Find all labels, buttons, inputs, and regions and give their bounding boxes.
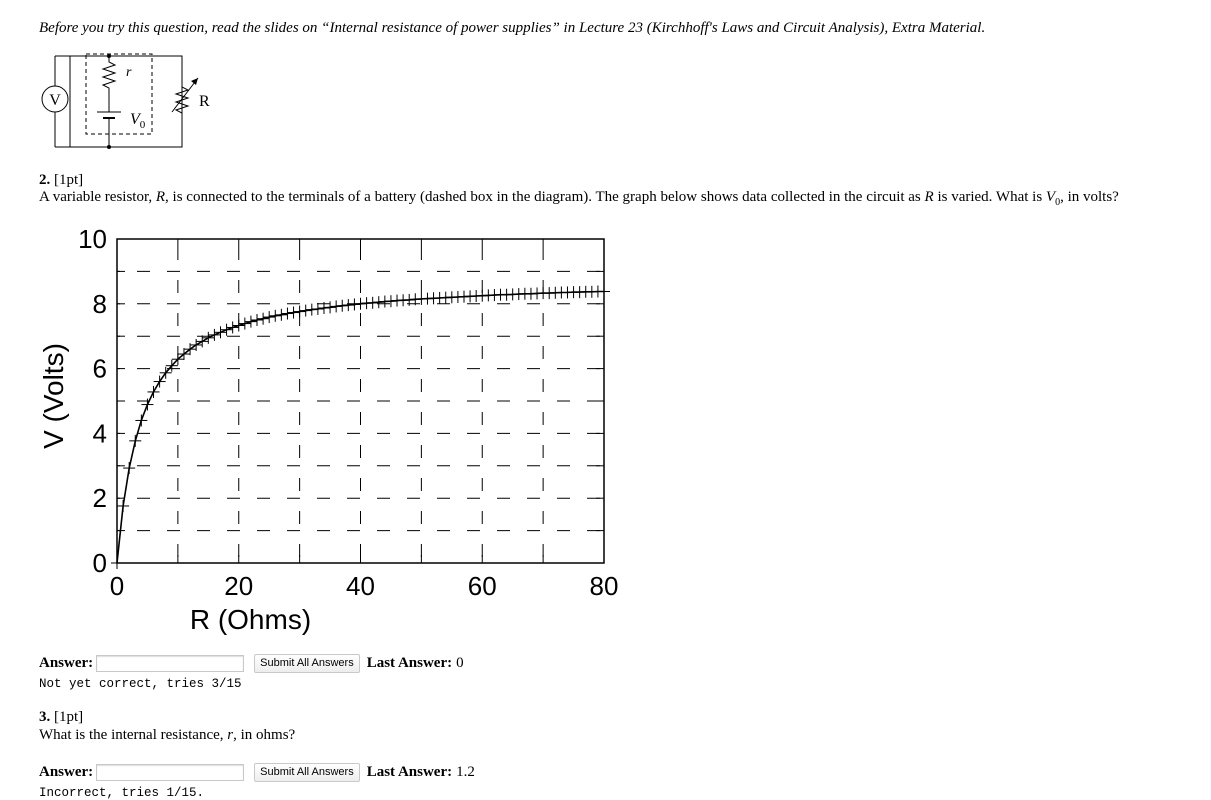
y-tick-label: 2 (92, 483, 107, 514)
data-point (367, 297, 379, 309)
y-axis-label: V (Volts) (38, 343, 69, 449)
data-point (111, 557, 123, 569)
data-point (251, 314, 263, 326)
data-point (281, 308, 293, 320)
q3-header (39, 709, 83, 726)
data-point (141, 399, 153, 411)
y-tick-label: 6 (92, 353, 107, 384)
q2-last-answer-label: Last Answer: (366, 654, 453, 671)
q3-submit-button[interactable]: Submit All Answers (254, 763, 360, 782)
data-point (263, 311, 275, 323)
q3-text: What is the internal resistance, r, in ohms? (39, 727, 296, 743)
x-tick-label: 0 (109, 571, 125, 601)
data-point (294, 306, 306, 318)
data-point (306, 304, 318, 316)
q3-last-answer-label: Last Answer: (366, 763, 453, 780)
data-point (598, 285, 610, 297)
q2-number: 2. (39, 172, 51, 188)
intro-text: Before you try this question, read the slides on “Internal resistance of power supplies” in Lecture 23 (Kirchhoff's Laws and Circuit Analysis), Extra Material. (39, 20, 986, 36)
x-axis-label: R (Ohms) (189, 604, 312, 635)
variable-arrow-icon (191, 78, 198, 85)
q2-text: A variable resistor, R, is connected to the terminals of a battery (dashed box in the diagram). The graph below shows data collected in the circuit as R is varied. What is $V_0$, in volts? (39, 189, 1119, 208)
y-tick-label: 8 (92, 288, 107, 319)
data-point (135, 414, 147, 426)
data-point (336, 300, 348, 312)
x-tick-label: 60 (467, 571, 497, 601)
q2-answer-input[interactable] (96, 655, 244, 672)
data-point (245, 316, 257, 328)
q3-last-answer-value: 1.2 (456, 763, 475, 780)
data-point (196, 335, 208, 347)
data-point (221, 324, 233, 336)
q3-number: 3. (39, 709, 51, 725)
q2-points: [1pt] (54, 172, 84, 188)
data-point (300, 305, 312, 317)
data-point (312, 303, 324, 315)
q3-points: [1pt] (54, 709, 84, 725)
data-point (348, 298, 360, 310)
q3-answer-label: Answer: (39, 763, 94, 780)
y-tick-label: 4 (92, 418, 107, 449)
q3-answer-row (39, 761, 475, 783)
data-point (342, 299, 354, 311)
data-point (324, 301, 336, 313)
data-point (227, 321, 239, 333)
data-point (239, 318, 251, 330)
v-vs-r-chart (0, 218, 640, 648)
data-point (330, 300, 342, 312)
q2-answer-row (39, 652, 464, 674)
data-point (154, 376, 166, 388)
data-point (117, 500, 129, 512)
data-point (288, 307, 300, 319)
data-point (275, 309, 287, 321)
emf-label: $V_0$ (130, 111, 146, 131)
internal-resistor-icon (103, 56, 115, 112)
data-point (257, 313, 269, 325)
data-point (148, 386, 160, 398)
x-tick-label: 40 (346, 571, 375, 601)
data-point (355, 298, 367, 310)
data-point (123, 462, 135, 474)
data-point (214, 326, 226, 338)
y-tick-label: 10 (78, 224, 107, 254)
data-point (385, 295, 397, 307)
data-point (208, 329, 220, 341)
q3-answer-input[interactable] (96, 764, 244, 781)
data-point (233, 320, 245, 332)
voltmeter-label: V (49, 92, 61, 109)
q2-last-answer-value: 0 (456, 654, 464, 671)
q2-header (39, 172, 83, 189)
q2-status: Not yet correct, tries 3/15 (39, 677, 242, 691)
data-point (269, 310, 281, 322)
circuit-diagram (38, 44, 218, 154)
internal-resistance-label: r (126, 65, 132, 80)
x-tick-label: 20 (224, 571, 254, 601)
data-point (202, 332, 214, 344)
y-tick-label: 0 (92, 548, 107, 578)
q3-status: Incorrect, tries 1/15. (39, 786, 205, 800)
data-point (373, 296, 385, 308)
q2-submit-button[interactable]: Submit All Answers (254, 654, 360, 673)
load-resistor-label: R (199, 93, 210, 110)
x-tick-label: 80 (589, 571, 619, 601)
q2-answer-label: Answer: (39, 654, 94, 671)
data-point (129, 435, 141, 447)
